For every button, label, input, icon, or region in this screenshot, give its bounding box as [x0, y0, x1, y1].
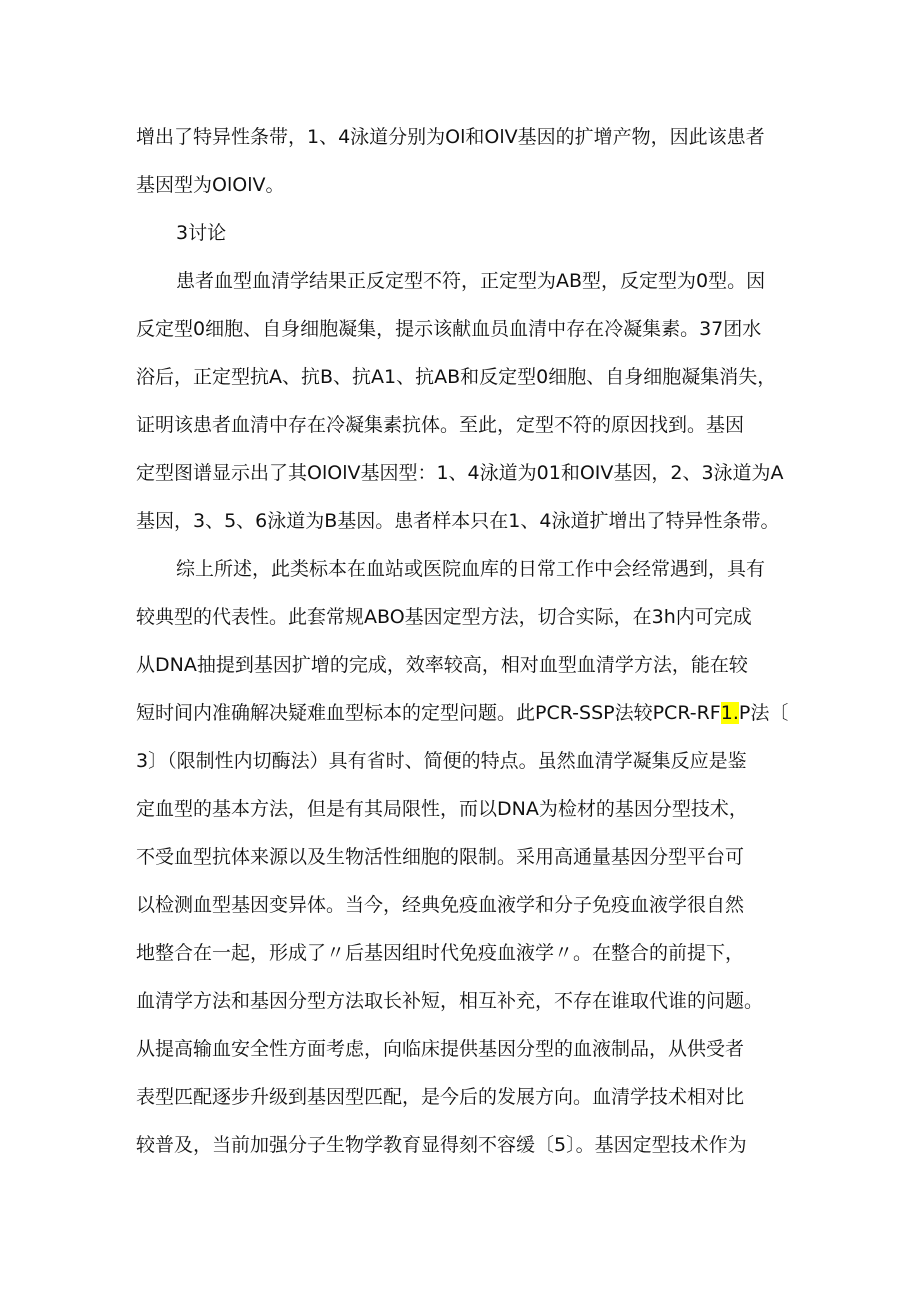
text-segment: P法〔 — [738, 702, 789, 724]
text-line: 较典型的代表性。此套常规ABO基因定型方法，切合实际，在3h内可完成 — [136, 606, 752, 628]
text-line: 以检测血型基因变异体。当今，经典免疫血液学和分子免疫血液学很自然 — [136, 894, 745, 916]
text-line: 定血型的基本方法，但是有其局限性，而以DNA为检材的基因分型技术， — [136, 798, 748, 820]
text-line: 增出了特异性条带，1、4泳道分别为Ol和OlV基因的扩增产物，因此该患者 — [136, 126, 765, 148]
text-line: 综上所述，此类标本在血站或医院血库的日常工作中会经常遇到，具有 — [176, 558, 766, 580]
text-line: 证明该患者血清中存在冷凝集素抗体。至此，定型不符的原因找到。基因 — [136, 414, 745, 436]
text-line: 3〕（限制性内切酶法）具有省时、简便的特点。虽然血清学凝集反应是鉴 — [136, 750, 747, 772]
text-segment: 短时间内准确解决疑难血型标本的定型问题。此PCR-SSP法较PCR-RF — [136, 702, 721, 724]
highlighted-text: 1. — [720, 702, 739, 724]
text-line: 表型匹配逐步升级到基因型匹配，是今后的发展方向。血清学技术相对比 — [136, 1086, 745, 1108]
text-line-highlighted — [136, 698, 788, 728]
section-heading: 3讨论 — [176, 222, 227, 244]
text-line: 反定型0细胞、自身细胞凝集，提示该献血员血清中存在冷凝集素。37团水 — [136, 318, 762, 340]
text-line: 从提高输血安全性方面考虑，向临床提供基因分型的血液制品，从供受者 — [136, 1038, 745, 1060]
text-line: 定型图谱显示出了其OlOlV基因型：1、4泳道为01和OIV基因，2、3泳道为A — [136, 462, 784, 484]
text-line: 基因型为OlOlV。 — [136, 174, 285, 196]
text-line: 较普及，当前加强分子生物学教育显得刻不容缓〔5〕。基因定型技术作为 — [136, 1134, 747, 1156]
text-line: 地整合在一起，形成了〃后基因组时代免疫血液学〃。在整合的前提下， — [136, 942, 745, 964]
text-line: 血清学方法和基因分型方法取长补短，相互补充，不存在谁取代谁的问题。 — [136, 990, 764, 1012]
text-line: 从DNA抽提到基因扩增的完成，效率较高，相对血型血清学方法，能在较 — [136, 654, 748, 676]
text-line: 基因，3、5、6泳道为B基因。患者样本只在1、4泳道扩增出了特异性条带。 — [136, 510, 780, 532]
text-line: 不受血型抗体来源以及生物活性细胞的限制。采用高通量基因分型平台可 — [136, 846, 745, 868]
text-line: 患者血型血清学结果正反定型不符，正定型为AB型，反定型为0型。因 — [176, 270, 766, 292]
text-line: 浴后，正定型抗A、抗B、抗A1、抗AB和反定型0细胞、自身细胞凝集消失， — [136, 366, 777, 388]
